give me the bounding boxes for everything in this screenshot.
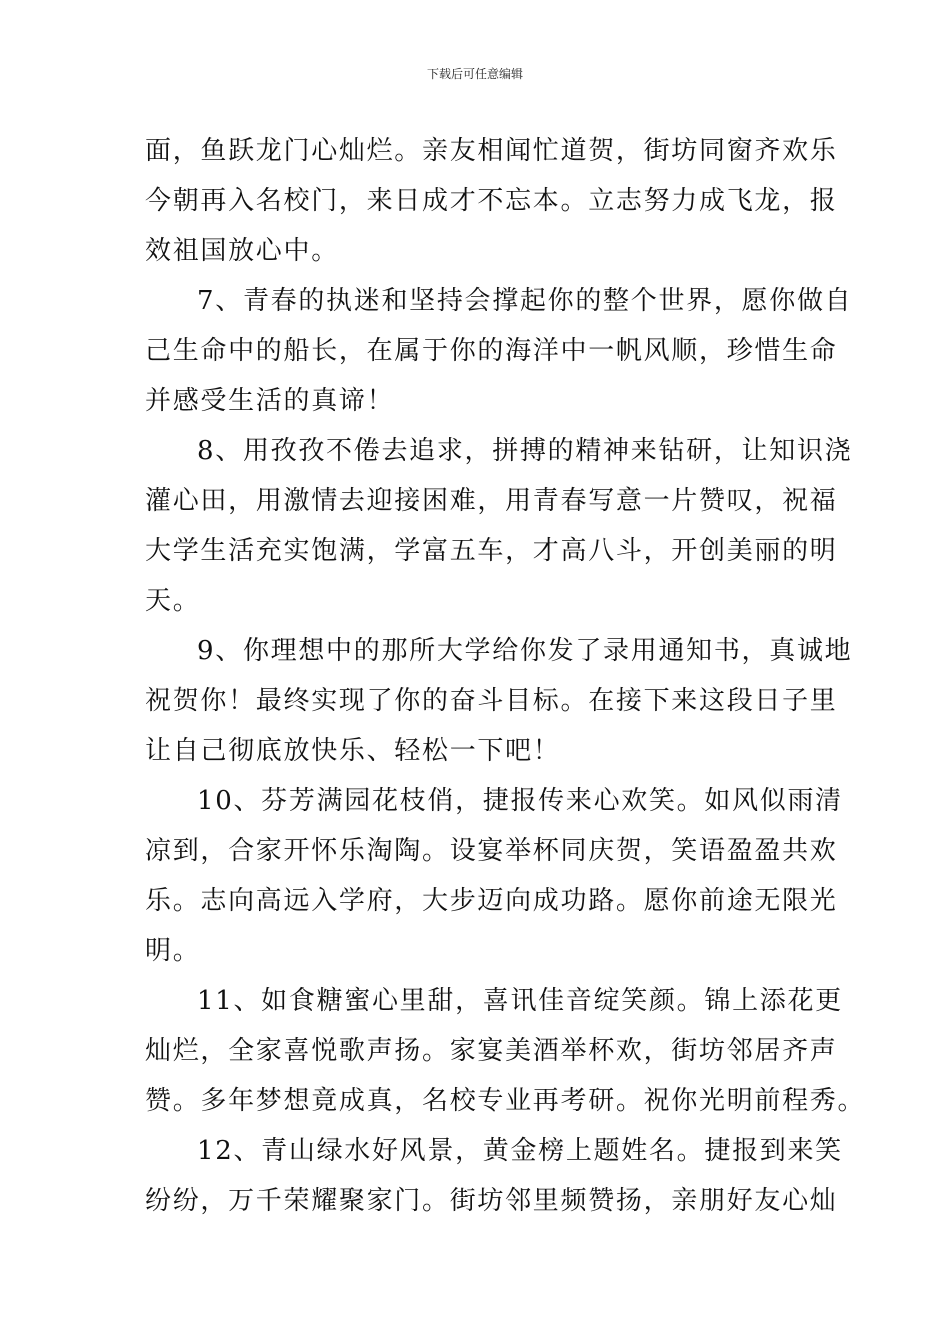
paragraph-item-8: [145, 428, 853, 628]
text-line: 天。: [145, 586, 201, 616]
text-line: 大学生活充实饱满，学富五车，才高八斗，开创美丽的明: [145, 536, 838, 566]
text-line: 灿烂，全家喜悦歌声扬。家宴美酒举杯欢，街坊邻居齐声: [145, 1036, 838, 1066]
paragraph-item-10: [145, 778, 843, 978]
text-line: 9、你理想中的那所大学给你发了录用通知书，真诚地: [197, 636, 853, 666]
paragraph-item-12: [145, 1128, 843, 1228]
paragraph-item-9: [145, 628, 853, 778]
text-line: 己生命中的船长，在属于你的海洋中一帆风顺，珍惜生命: [145, 336, 838, 366]
text-line: 今朝再入名校门，来日成才不忘本。立志努力成飞龙，报: [145, 186, 838, 216]
text-line: 并感受生活的真谛！: [145, 386, 395, 416]
text-line: 纷纷，万千荣耀聚家门。街坊邻里频赞扬，亲朋好友心灿: [145, 1186, 838, 1216]
text-line: 8、用孜孜不倦去追求，拼搏的精神来钻研，让知识浇: [197, 436, 853, 466]
text-line: 乐。志向高远入学府，大步迈向成功路。愿你前途无限光: [145, 886, 838, 916]
text-line: 赞。多年梦想竟成真，名校专业再考研。祝你光明前程秀。: [145, 1086, 866, 1116]
text-line: 面，鱼跃龙门心灿烂。亲友相闻忙道贺，街坊同窗齐欢乐: [145, 136, 838, 166]
paragraph-item-11: [145, 978, 866, 1128]
text-line: 10、芬芳满园花枝俏，捷报传来心欢笑。如风似雨清: [197, 786, 843, 816]
text-line: 效祖国放心中。: [145, 236, 339, 266]
document-body: [145, 128, 866, 1228]
text-line: 11、如食糖蜜心里甜，喜讯佳音绽笑颜。锦上添花更: [197, 986, 843, 1016]
text-line: 凉到，合家开怀乐淘陶。设宴举杯同庆贺，笑语盈盈共欢: [145, 836, 838, 866]
text-line: 祝贺你！最终实现了你的奋斗目标。在接下来这段日子里: [145, 686, 838, 716]
text-line: 明。: [145, 936, 201, 966]
paragraph-continuation: [145, 128, 838, 278]
text-line: 灌心田，用激情去迎接困难，用青春写意一片赞叹，祝福: [145, 486, 838, 516]
text-line: 12、青山绿水好风景，黄金榜上题姓名。捷报到来笑: [197, 1136, 843, 1166]
paragraph-item-7: [145, 278, 853, 428]
page-header: 下载后可任意编辑: [426, 67, 523, 81]
text-line: 让自己彻底放快乐、轻松一下吧！: [145, 736, 561, 766]
text-line: 7、青春的执迷和坚持会撑起你的整个世界，愿你做自: [197, 286, 853, 316]
